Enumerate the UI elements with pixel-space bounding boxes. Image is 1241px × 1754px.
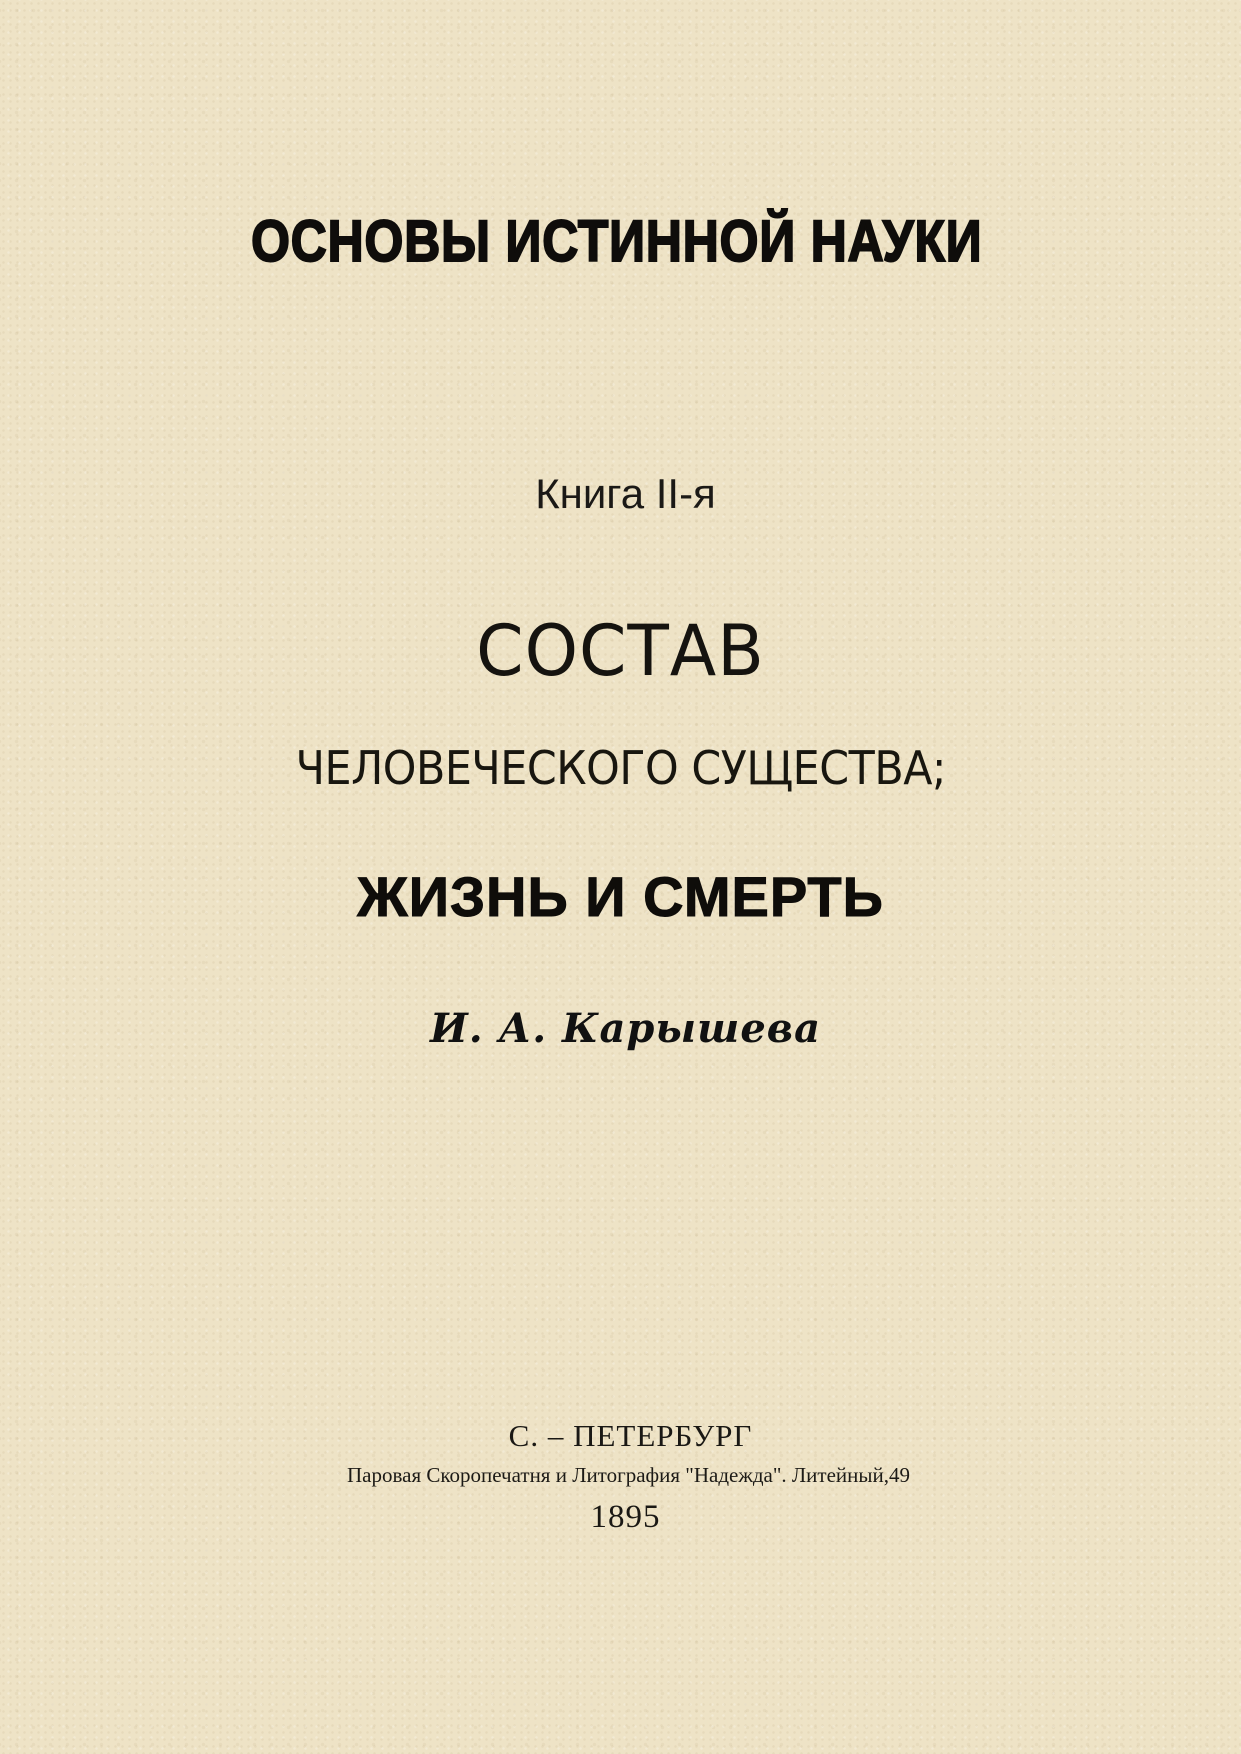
series-title: ОСНОВЫ ИСТИННОЙ НАУКИ (251, 209, 983, 274)
imprint-year: 1895 (590, 1499, 661, 1535)
life-and-death-title: ЖИЗНЬ И СМЕРТЬ (357, 865, 884, 928)
subtitle: ЧЕЛОВЕЧЕСКОГО СУЩЕСТВА; (295, 741, 946, 795)
author-name: И. А. Карышева (429, 1005, 821, 1052)
book-number: Книга II-я (535, 470, 716, 517)
imprint-press: Паровая Скоропечатня и Литография "Надежда". Литейный,49 (347, 1463, 910, 1487)
main-title: СОСТАВ (476, 610, 765, 692)
imprint-city: С. – ПЕТЕРБУРГ (508, 1418, 753, 1453)
